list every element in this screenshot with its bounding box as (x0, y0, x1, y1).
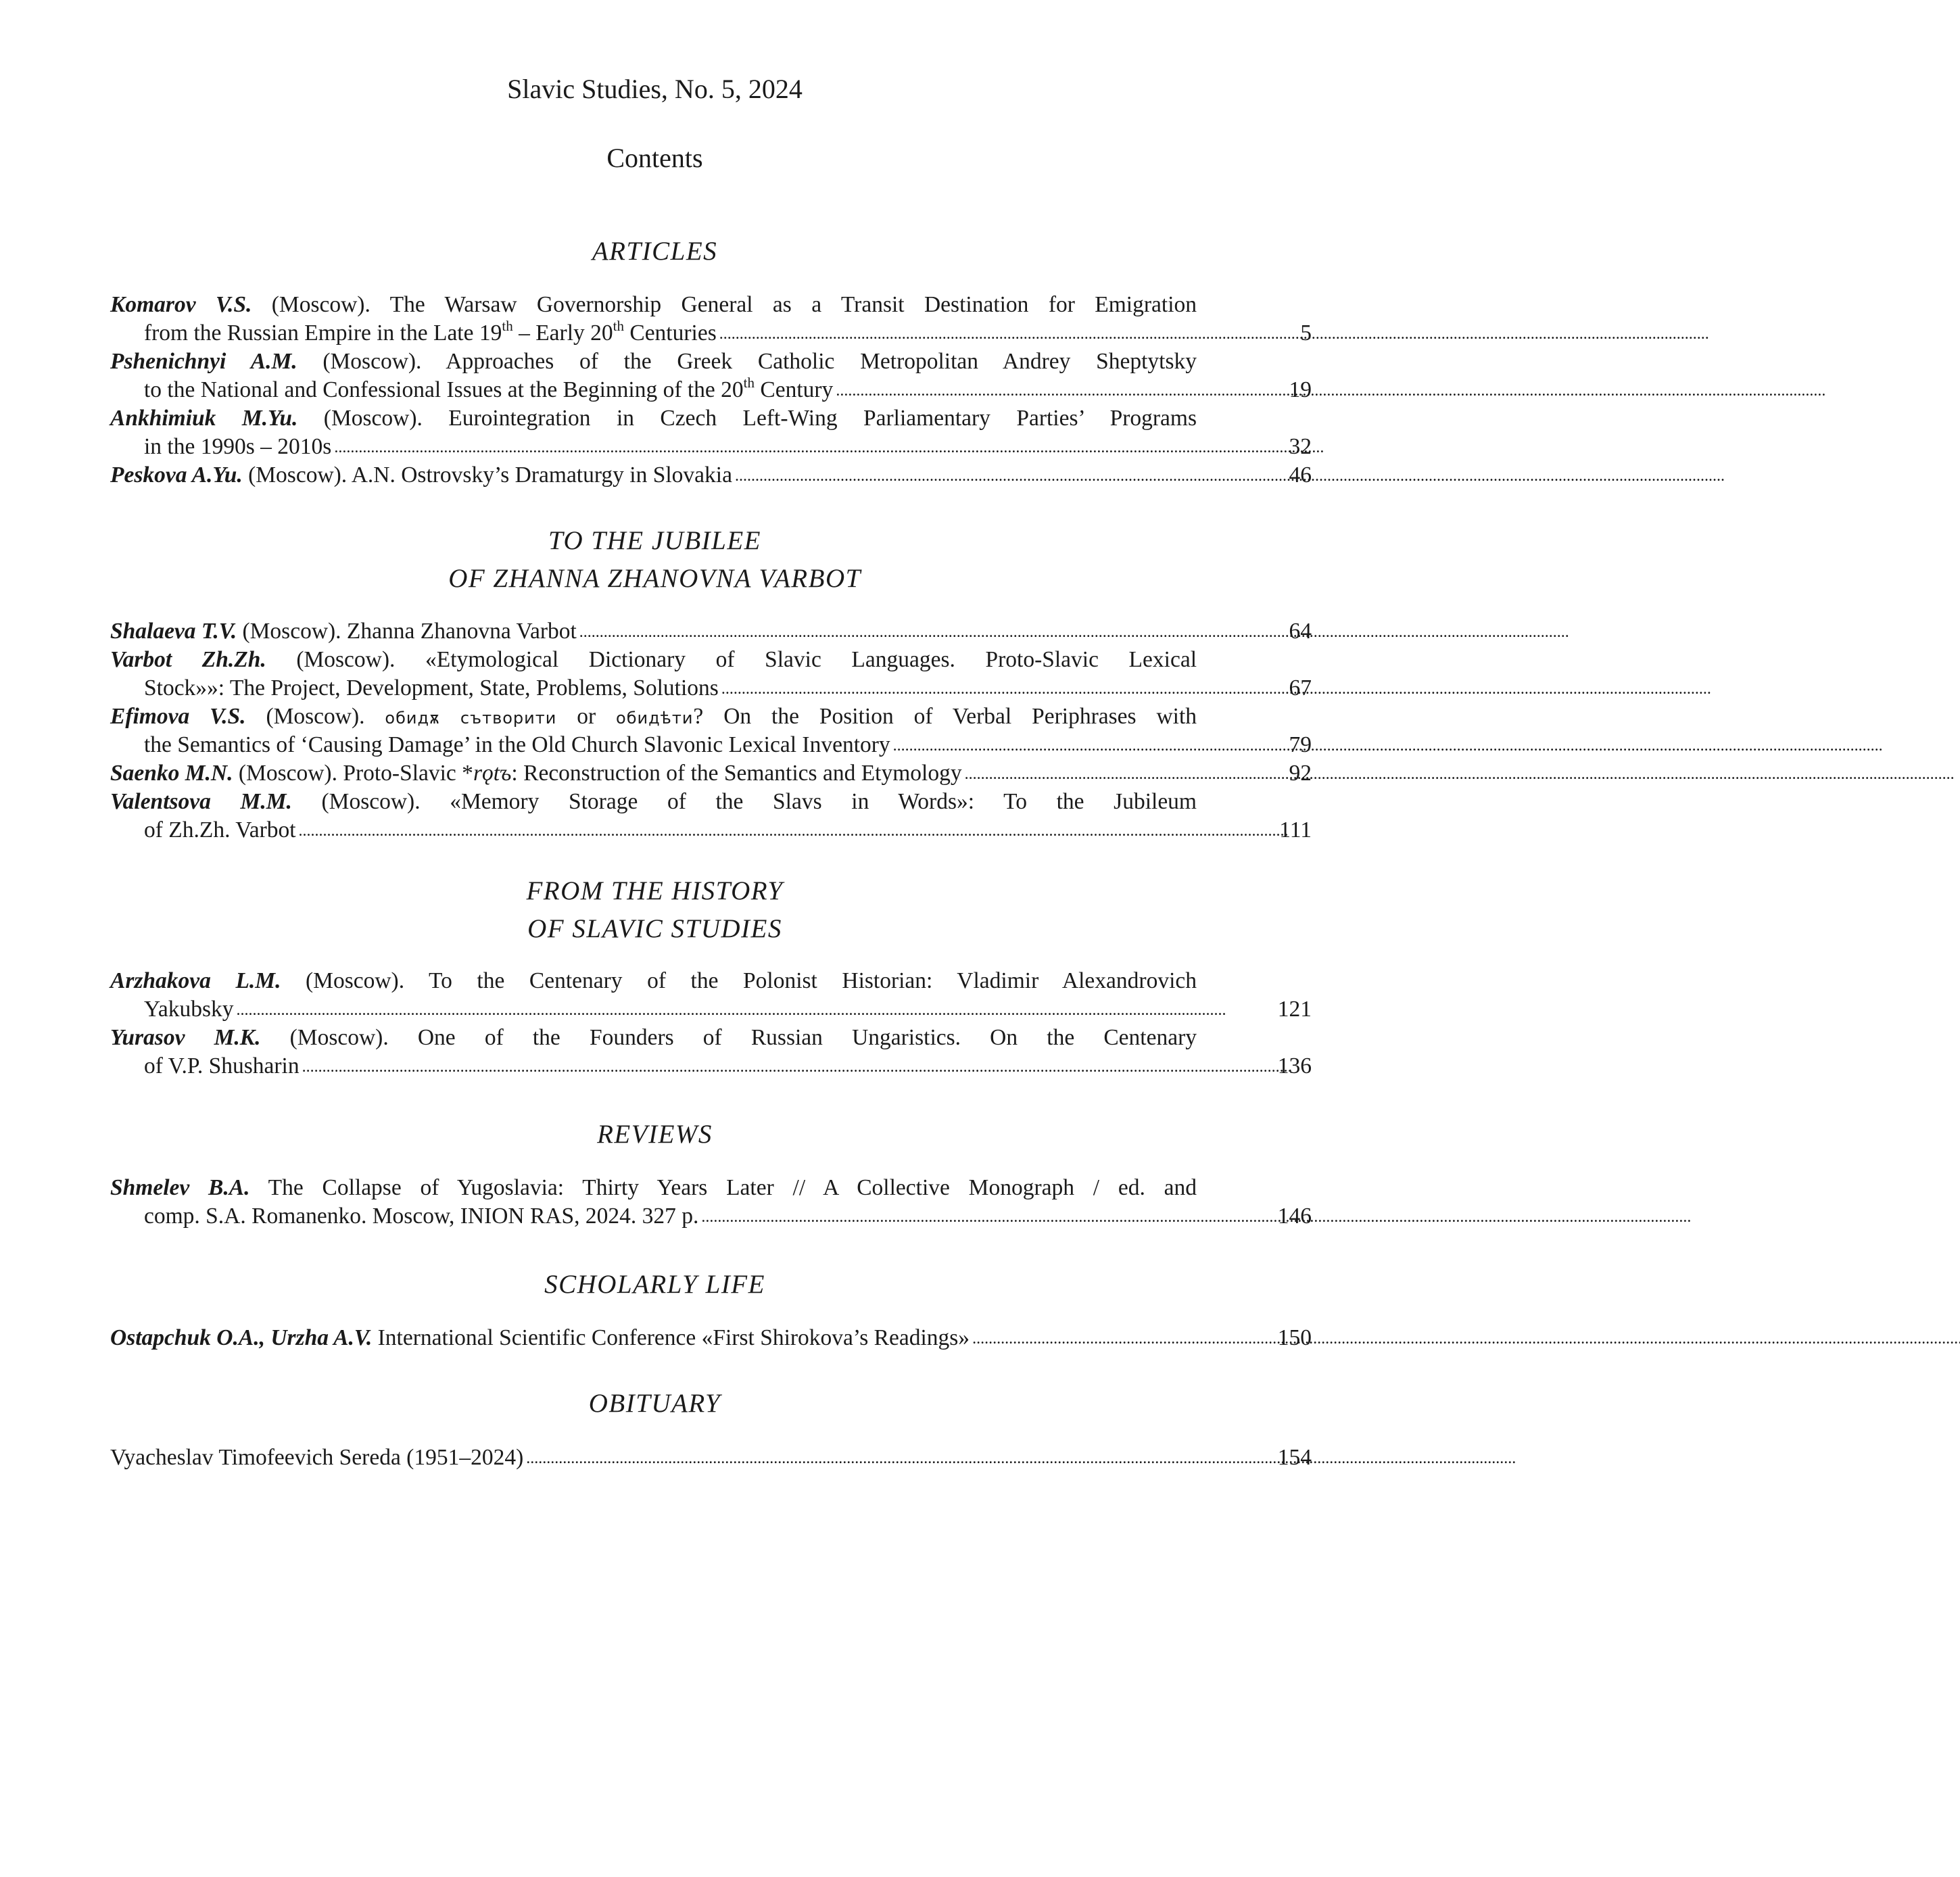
leader-dots (965, 758, 1953, 788)
leader-dots (836, 375, 1823, 405)
entry-author: Komarov V.S. (110, 292, 252, 317)
old-church-slavonic-phrase: обидѫ сътворити (385, 709, 557, 728)
toc-entry-ostapchuk[interactable] (110, 1324, 1312, 1352)
entry-title-line1: (Moscow). «Memory Storage of the Slavs in Words»: To the Jubileum (291, 789, 1197, 814)
entry-author: Varbot Zh.Zh. (110, 647, 266, 672)
page-number: 67 (1289, 675, 1312, 700)
toc-entry-efimova[interactable]: Efimova V.S. (Moscow). обидѫ сътворити or обидѣти? On the Position of Verbal Periphrases with the Semantics of ‘Causing Damage’ in the Old Church Slavonic Lexical Inventory . . . 79 (110, 703, 1197, 759)
toc-entry-yurasov[interactable] (110, 1024, 1312, 1080)
page-number: 92 (1289, 761, 1312, 786)
toc-entry-pshenichnyi[interactable] (110, 348, 1312, 404)
page-number: 79 (1289, 732, 1312, 757)
leader-dots (972, 1323, 1960, 1353)
entry-title-line2: of Zh.Zh. Varbot (144, 817, 296, 842)
leader-dots (299, 815, 1287, 845)
entry-author: Shalaeva T.V. (110, 619, 237, 644)
toc-entry-shmelev[interactable] (110, 1174, 1312, 1231)
section-heading-jubilee-line2: OF ZHANNA ZHANOVNA VARBOT (448, 564, 861, 593)
leader-dots (893, 730, 1881, 760)
entry-author: Peskova A.Yu. (110, 462, 243, 488)
entry-author: Yurasov M.K. (110, 1025, 261, 1050)
page-number: 136 (1277, 1053, 1312, 1078)
section-heading-history-line2: OF SLAVIC STUDIES (527, 914, 782, 943)
entry-author: Valentsova M.M. (110, 789, 292, 814)
section-heading-articles: ARTICLES (592, 237, 718, 266)
section-heading-scholarly-life: SCHOLARLY LIFE (544, 1270, 765, 1299)
page-number: 121 (1277, 997, 1312, 1022)
entry-title-line1: (Moscow). To the Centenary of the Polonist Historian: Vladimir Alexandrovich (281, 968, 1197, 993)
contents-title: Contents (606, 143, 703, 173)
entry-title-line2: of V.P. Shusharin (144, 1053, 300, 1078)
entry-title-line1: (Moscow). The Warsaw Governorship General as a Transit Destination for Emigration (252, 292, 1197, 317)
entry-author: Ankhimiuk M.Yu. (110, 406, 298, 431)
entry-title-line2: to the National and Confessional Issues at the Beginning of the 20th Century (144, 374, 834, 402)
leader-dots (334, 431, 1322, 462)
entry-title-line1: (Moscow). Zhanna Zhanovna Varbot (237, 619, 577, 644)
entry-title-line2: Stock»»: The Project, Development, State, Problems, Solutions (144, 675, 719, 700)
page-number: 150 (1277, 1325, 1312, 1350)
proto-slavic-form: rǫtъ (473, 761, 512, 786)
entry-title-line2: the Semantics of ‘Causing Damage’ in the Old Church Slavonic Lexical Inventory (144, 732, 890, 757)
page-number: 32 (1289, 434, 1312, 459)
entry-title-line1: Vyacheslav Timofeevich Sereda (1951–2024) (110, 1445, 524, 1470)
leader-dots (579, 616, 1567, 646)
leader-dots (719, 318, 1707, 348)
entry-title-line1: International Scientific Conference «First Shirokova’s Readings» (372, 1325, 970, 1350)
leader-dots (237, 994, 1224, 1024)
toc-entry-sereda[interactable] (110, 1444, 1312, 1472)
section-heading-obituary: OBITUARY (588, 1389, 721, 1418)
leader-dots (701, 1201, 1689, 1231)
page-number: 64 (1289, 619, 1312, 644)
entry-title-line1: (Moscow). Eurointegration in Czech Left-Wing Parliamentary Parties’ Programs (297, 406, 1197, 431)
toc-entry-arzhakova[interactable] (110, 967, 1312, 1024)
entry-author: Shmelev B.A. (110, 1175, 250, 1200)
toc-entry-varbot[interactable] (110, 646, 1312, 703)
entry-title-line2: comp. S.A. Romanenko. Moscow, INION RAS, 2024. 327 p. (144, 1204, 699, 1229)
entry-title-line1: The Collapse of Yugoslavia: Thirty Years Later // A Collective Monograph / ed. and (249, 1175, 1197, 1200)
entry-author: Pshenichnyi A.M. (110, 349, 297, 374)
entry-title-line2: in the 1990s – 2010s (144, 434, 332, 459)
entry-title-line1: (Moscow). «Etymological Dictionary of Slavic Languages. Proto-Slavic Lexical (266, 647, 1197, 672)
entry-title-line1: (Moscow). A.N. Ostrovsky’s Dramaturgy in Slovakia (242, 462, 732, 488)
page-number: 19 (1289, 377, 1312, 402)
entry-author: Saenko M.N. (110, 761, 233, 786)
toc-entry-komarov[interactable] (110, 291, 1312, 348)
leader-dots (526, 1442, 1514, 1473)
toc-entry-shalaeva[interactable] (110, 617, 1312, 646)
toc-entry-valentsova[interactable] (110, 788, 1312, 845)
toc-entry-ankhimiuk[interactable] (110, 404, 1312, 461)
leader-dots (735, 460, 1723, 490)
page-number: 46 (1289, 462, 1312, 488)
journal-title: Slavic Studies, No. 5, 2024 (507, 74, 803, 104)
toc-entry-saenko[interactable]: Saenko M.N. (Moscow). Proto-Slavic *rǫtъ: Reconstruction of the Semantics and Etymology . . . 92 (110, 759, 1197, 788)
entry-title-line1: (Moscow). One of the Founders of Russian Ungaristics. On the Centenary (260, 1025, 1197, 1050)
entry-author: Ostapchuk O.A., Urzha A.V. (110, 1325, 373, 1350)
page-number: 111 (1279, 817, 1312, 842)
page-number: 5 (1300, 320, 1312, 346)
section-heading-jubilee-line1: TO THE JUBILEE (548, 526, 761, 555)
entry-title-line2: from the Russian Empire in the Late 19th – Early 20th Centuries (144, 317, 717, 346)
page-number: 146 (1277, 1204, 1312, 1229)
section-heading-history-line1: FROM THE HISTORY (526, 876, 784, 905)
section-heading-reviews: REVIEWS (597, 1120, 713, 1149)
entry-title-line1: (Moscow). Approaches of the Greek Catholic Metropolitan Andrey Sheptytsky (297, 349, 1197, 374)
leader-dots (302, 1051, 1290, 1081)
old-church-slavonic-word: обидѣти (616, 709, 694, 728)
entry-author: Efimova V.S. (110, 704, 246, 729)
entry-author: Arzhakova L.M. (110, 968, 281, 993)
page-number: 154 (1277, 1445, 1312, 1470)
entry-title-line2: Yakubsky (144, 997, 234, 1022)
toc-entry-peskova[interactable] (110, 461, 1312, 490)
leader-dots (721, 673, 1709, 703)
